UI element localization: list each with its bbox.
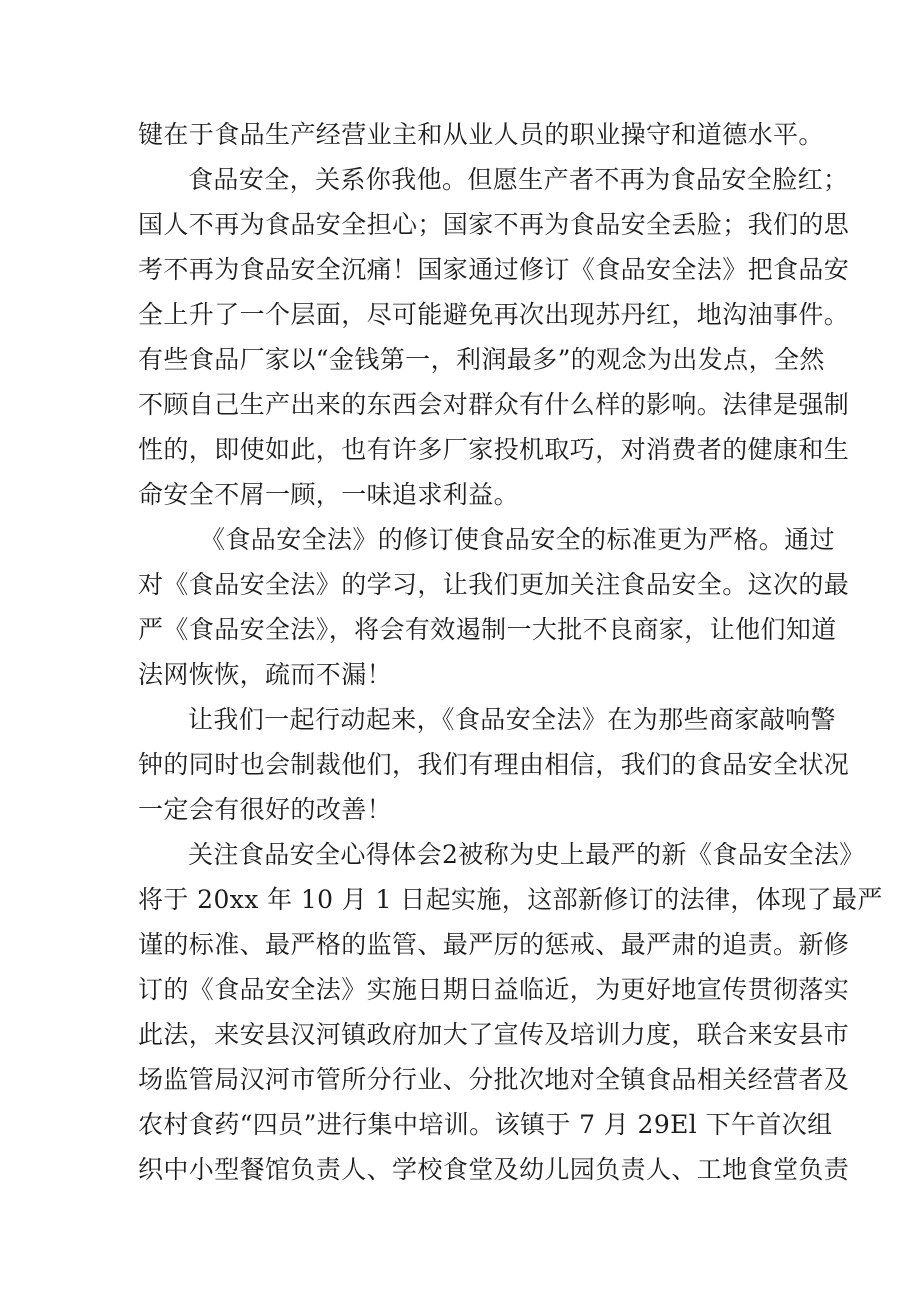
text-line: 考不再为食品安全沉痛！国家通过修订《食品安全法》把食品安	[138, 255, 850, 284]
text-line: 让我们一起行动起来，《食品安全法》在为那些商家敲响警	[188, 705, 836, 734]
text-line: 织中小型餐馆负责人、学校食堂及幼儿园负责人、工地食堂负责	[138, 1155, 850, 1184]
text-line: 严《食品安全法》，将会有效遏制一大批不良商家，让他们知道	[138, 615, 837, 644]
text-line: 一定会有很好的改善！	[138, 795, 393, 824]
text-line: 不顾自己生产出来的东西会对群众有什么样的影响。法律是强制	[138, 390, 850, 419]
text-line: 命安全不屑一顾，一味追求利益。	[138, 480, 520, 509]
text-line: 谨的标准、最严格的监管、最严厉的惩戒、最严肃的追责。新修	[138, 930, 850, 959]
paragraph-5	[138, 832, 883, 1192]
paragraph-4	[138, 697, 850, 832]
text-line: 场监管局汉河市管所分行业、分批次地对全镇食品相关经营者及	[138, 1065, 850, 1094]
text-line: 法网恢恢，疏而不漏！	[138, 660, 393, 689]
text-line: 有些食品厂家以“金钱第一，利润最多”的观念为出发点，全然	[138, 345, 825, 374]
text-line: 订的《食品安全法》实施日期日益临近，为更好地宣传贯彻落实	[138, 975, 850, 1004]
paragraph-3	[138, 517, 850, 697]
text-line: 性的，即使如此，也有许多厂家投机取巧，对消费者的健康和生	[138, 435, 850, 464]
text-line: 国人不再为食品安全担心；国家不再为食品安全丢脸；我们的思	[138, 210, 850, 239]
text-line: 将于 20xx 年 10 月 1 日起实施，这部新修订的法律，体现了最严	[138, 885, 883, 914]
text-line: 农村食药“四员”进行集中培训。该镇于 7 月 29El 下午首次组	[138, 1110, 833, 1139]
text-line: 对《食品安全法》的学习，让我们更加关注食品安全。这次的最	[138, 570, 850, 599]
document-body	[138, 112, 883, 1192]
paragraph-1	[138, 112, 824, 157]
paragraph-2	[138, 157, 850, 517]
text-line: 全上升了一个层面，尽可能避免再次出现苏丹红，地沟油事件。	[138, 300, 850, 329]
text-line: 此法，来安县汉河镇政府加大了宣传及培训力度，联合来安县市	[138, 1020, 850, 1049]
text-line: 《食品安全法》的修订使食品安全的标准更为严格。通过	[200, 525, 836, 554]
text-line: 食品安全，关系你我他。但愿生产者不再为食品安全脸红；	[188, 165, 849, 194]
text-line: 钟的同时也会制裁他们，我们有理由相信，我们的食品安全状况	[138, 750, 850, 779]
text-line: 键在于食品生产经营业主和从业人员的职业操守和道德水平。	[138, 120, 824, 149]
text-line: 关注食品安全心得体会2被称为史上最严的新《食品安全法》	[188, 840, 865, 869]
